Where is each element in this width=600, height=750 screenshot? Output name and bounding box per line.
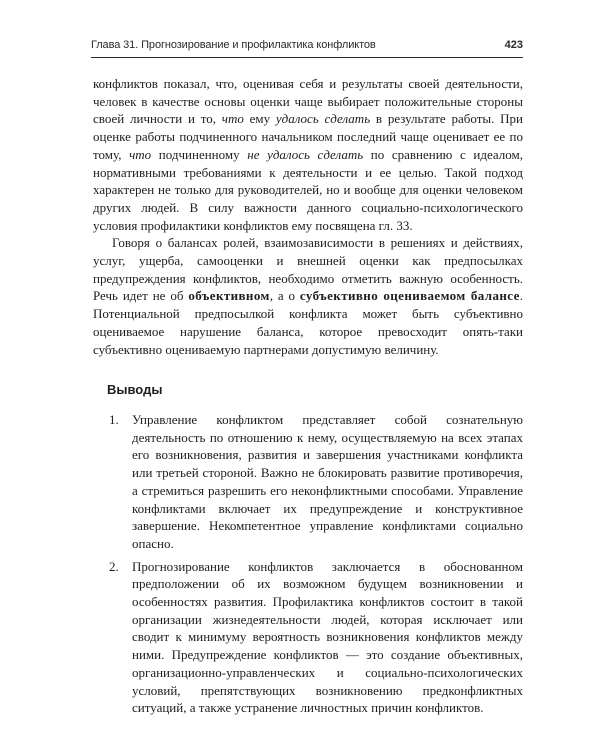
paragraph-2 — [93, 234, 523, 358]
italic-run: что — [129, 146, 152, 162]
list-item-text: Управление конфликтом представляет собой сознательную деятельность по отношению к нему, осуществляемую на всех этапах его возникновения, развития и завершения участниками конфликта или третьей стороной. Важно не блокировать развитие противоречия, а стремиться разрешить его неконфликтными способами. Управление конфликтами включает их предупреждение и конструктивное завершение. Некомпетентное управление конфликтами социально опасно. — [132, 412, 523, 551]
text-run: . Потенциальной предпосылкой конфликта может быть субъективно оцениваемое нарушение баланса, которое превосходит опять-таки субъективно оцениваемую партнерами допустимую величину. — [93, 288, 523, 357]
running-head — [91, 39, 523, 55]
list-item-text: Прогнозирование конфликтов заключается в обоснованном предположении об их возможном будущем возникновении и особенностях развития. Профилактика конфликтов состоит в такой организации жизнедеятельности людей, которая исключает или сводит к минимуму вероятность возникновения конфликтов между ними. Предупреждение конфликтов — это создание объективных, организационно-управленческих и социально-психологических условий, препятствующих возникновению предконфликтных ситуаций, а также устранение личностных причин конфликтов. — [132, 558, 523, 716]
running-title: Глава 31. Прогнозирование и профилактика конфликтов — [91, 39, 376, 51]
section-heading: Выводы — [107, 382, 163, 397]
list-item — [109, 411, 523, 553]
list-item-number: 1. — [109, 412, 119, 427]
text-run: конфликтов показал, что, оценивая себя и результаты своей деятельности, человек в качестве основы оценки чаще выбирает положительные стороны своей личности и то, — [93, 76, 523, 127]
list-item-number: 2. — [109, 558, 119, 574]
text-run: в результате работы. При оценке работы подчиненного начальником последний чаще оценивает ее по тому, — [93, 111, 524, 162]
text-run: Говоря о балансах ролей, взаимозависимости в решениях и действиях, услуг, ущерба, самооценки и внешней оценки как предпосылках предупреждения конфликтов, необходимо отметить важную особенность. Речь идет не об — [93, 235, 523, 304]
page-number: 423 — [504, 39, 523, 51]
italic-run: удалось сделать — [275, 111, 371, 127]
conclusions-list — [109, 411, 523, 722]
text-run: ему — [243, 111, 276, 127]
text-run: по сравнению с идеалом, нормативными требованиями к деятельности и ее целью. Такой подход характерен не только для руководителей, но и вообще для оценки человеком других людей. В силу важности данного социально-психологического условия профилактики конфликтов ему посвящена гл. 33. — [93, 146, 524, 233]
italic-run: что — [221, 111, 244, 127]
bold-run: объективном — [188, 288, 270, 304]
text-run: подчиненному — [151, 146, 248, 162]
list-item — [109, 558, 523, 717]
header-rule — [91, 57, 523, 58]
italic-run: не удалось сделать — [247, 146, 364, 162]
paragraph-1 — [93, 75, 523, 234]
text-run: , а о — [269, 288, 300, 304]
bold-run: субъективно оцениваемом балансе — [299, 288, 520, 304]
body-text — [93, 75, 523, 358]
